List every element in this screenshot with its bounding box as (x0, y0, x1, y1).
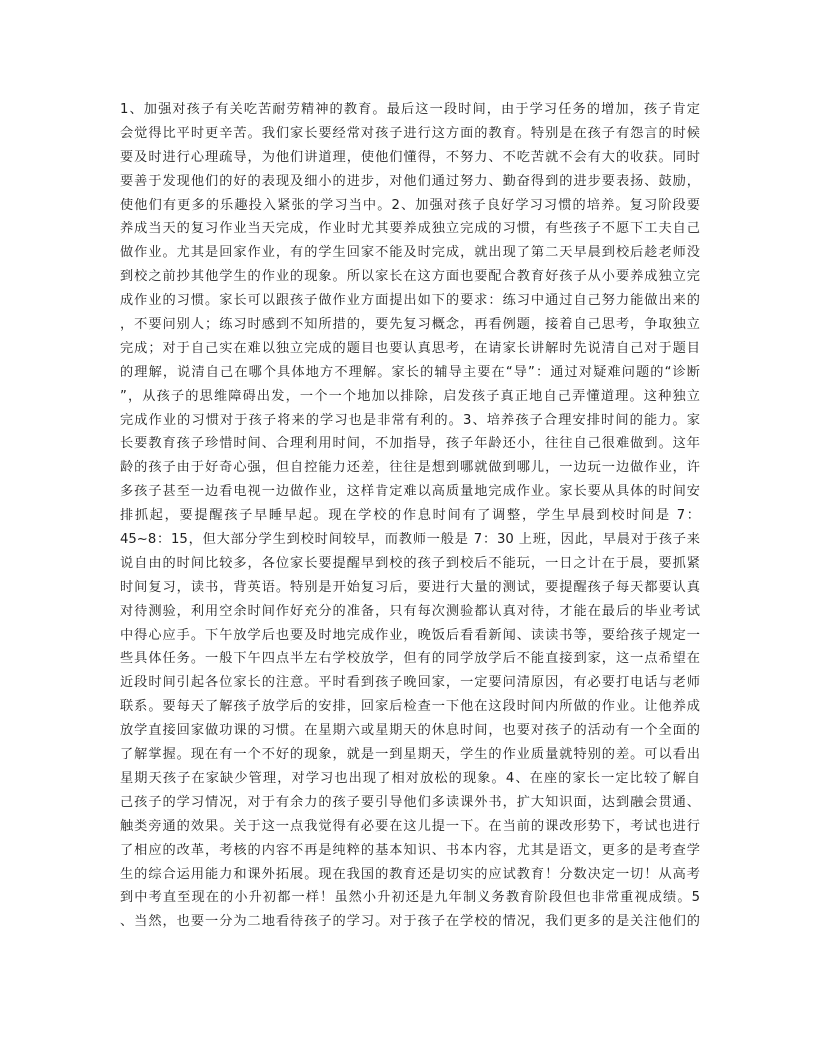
text-line: 成作业的习惯。家长可以跟孩子做作业方面提出如下的要求：练习中通过自己努力能做出来的 (120, 293, 700, 309)
text-line: 45~8：15，但大部分学生到校时间较早，而教师一般是 7：30 上班，因此，早晨对于孩子来 (120, 532, 700, 548)
text-line: 星期天孩子在家缺少管理，对学习也出现了相对放松的现象。4、在座的家长一定比较了解自 (120, 770, 700, 786)
text-line: 完成作业的习惯对于孩子将来的学习也是非常有利的。3、培养孩子合理安排时间的能力。家 (120, 412, 700, 428)
text-line: 说自由的时间比较多，各位家长要提醒早到校的孩子到校后不能玩，一日之计在于晨，要抓紧 (120, 555, 700, 571)
text-line: 排抓起，要提醒孩子早睡早起。现在学校的作息时间有了调整，学生早晨到校时间是 7： (120, 508, 700, 524)
text-line: 龄的孩子由于好奇心强，但自控能力还差，往往是想到哪就做到哪儿，一边玩一边做作业，许 (120, 460, 700, 476)
text-line: 1、加强对孩子有关吃苦耐劳精神的教育。最后这一段时间，由于学习任务的增加，孩子肯定 (120, 102, 700, 117)
text-line: 联系。要每天了解孩子放学后的安排，回家后检查一下他在这段时间内所做的作业。让他养成 (120, 699, 700, 715)
document-body (120, 98, 700, 934)
text-line: 了解掌握。现在有一个不好的现象，就是一到星期天，学生的作业质量就特别的差。可以看出 (120, 747, 700, 763)
text-line: ”，从孩子的思维障碍出发，一个一个地加以排除，启发孩子真正地自己弄懂道理。这种独立 (120, 388, 700, 404)
text-line: 长要教育孩子珍惜时间、合理利用时间，不加指导，孩子年龄还小，往往自己很难做到。这年 (120, 436, 700, 452)
text-line: 多孩子甚至一边看电视一边做作业，这样肯定难以高质量地完成作业。家长要从具体的时间安 (120, 484, 700, 500)
text-line: 时间复习，读书，背英语。特别是开始复习后，要进行大量的测试，要提醒孩子每天都要认真 (120, 579, 700, 595)
text-line: 放学直接回家做功课的习惯。在星期六或星期天的休息时间，也要对孩子的活动有一个全面的 (120, 723, 700, 739)
document-page (120, 98, 700, 934)
text-line: 触类旁通的效果。关于这一点我觉得有必要在这儿提一下。在当前的课改形势下，考试也进行 (120, 818, 700, 834)
text-line: 完成；对于自己实在难以独立完成的题目也要认真思考，在请家长讲解时先说清自己对于题目 (120, 340, 700, 356)
text-line: 的理解，说清自己在哪个具体地方不理解。家长的辅导主要在“导”：通过对疑难问题的“诊断 (120, 364, 700, 380)
text-line: 要及时进行心理疏导，为他们讲道理，使他们懂得，不努力、不吃苦就不会有大的收获。同时 (120, 149, 700, 165)
text-line: 了相应的改革，考核的内容不再是纯粹的基本知识、书本内容，尤其是语文，更多的是考查学 (120, 842, 700, 858)
text-line: 中得心应手。下午放学后也要及时地完成作业，晚饭后看看新闻、读读书等，要给孩子规定一 (120, 627, 700, 643)
text-line: 到中考直至现在的小升初都一样！虽然小升初还是九年制义务教育阶段但也非常重视成绩。5 (120, 890, 700, 906)
text-line: 些具体任务。一般下午四点半左右学校放学，但有的同学放学后不能直接到家，这一点希望在 (120, 651, 700, 667)
text-line: 到校之前抄其他学生的作业的现象。所以家长在这方面也要配合教育好孩子从小要养成独立完 (120, 269, 700, 285)
text-line: 养成当天的复习作业当天完成，作业时尤其要养成独立完成的习惯，有些孩子不愿下工夫自己 (120, 221, 700, 237)
text-line: 做作业。尤其是回家作业，有的学生回家不能及时完成，就出现了第二天早晨到校后趁老师没 (120, 245, 700, 261)
text-line: 会觉得比平时更辛苦。我们家长要经常对孩子进行这方面的教育。特别是在孩子有怨言的时候 (120, 125, 700, 141)
text-line: 近段时间引起各位家长的注意。平时看到孩子晚回家，一定要问清原因，有必要打电话与老师 (120, 675, 700, 691)
text-line: 己孩子的学习情况，对于有余力的孩子要引导他们多读课外书，扩大知识面，达到融会贯通、 (120, 794, 700, 810)
text-line: 对待测验，利用空余时间作好充分的准备，只有每次测验都认真对待，才能在最后的毕业考试 (120, 603, 700, 619)
text-line: ，不要问别人；练习时感到不知所措的，要先复习概念，再看例题，接着自己思考，争取独立 (120, 317, 700, 333)
text-line: 、当然，也要一分为二地看待孩子的学习。对于孩子在学校的情况，我们更多的是关注他们的 (120, 914, 700, 930)
text-line: 生的综合运用能力和课外拓展。现在我国的教育还是切实的应试教育！分数决定一切！从高考 (120, 866, 700, 882)
text-line: 要善于发现他们的好的表现及细小的进步，对他们通过努力、勤奋得到的进步要表扬、鼓励， (120, 173, 700, 189)
text-line: 使他们有更多的乐趣投入紧张的学习当中。2、加强对孩子良好学习习惯的培养。复习阶段要 (120, 197, 700, 213)
